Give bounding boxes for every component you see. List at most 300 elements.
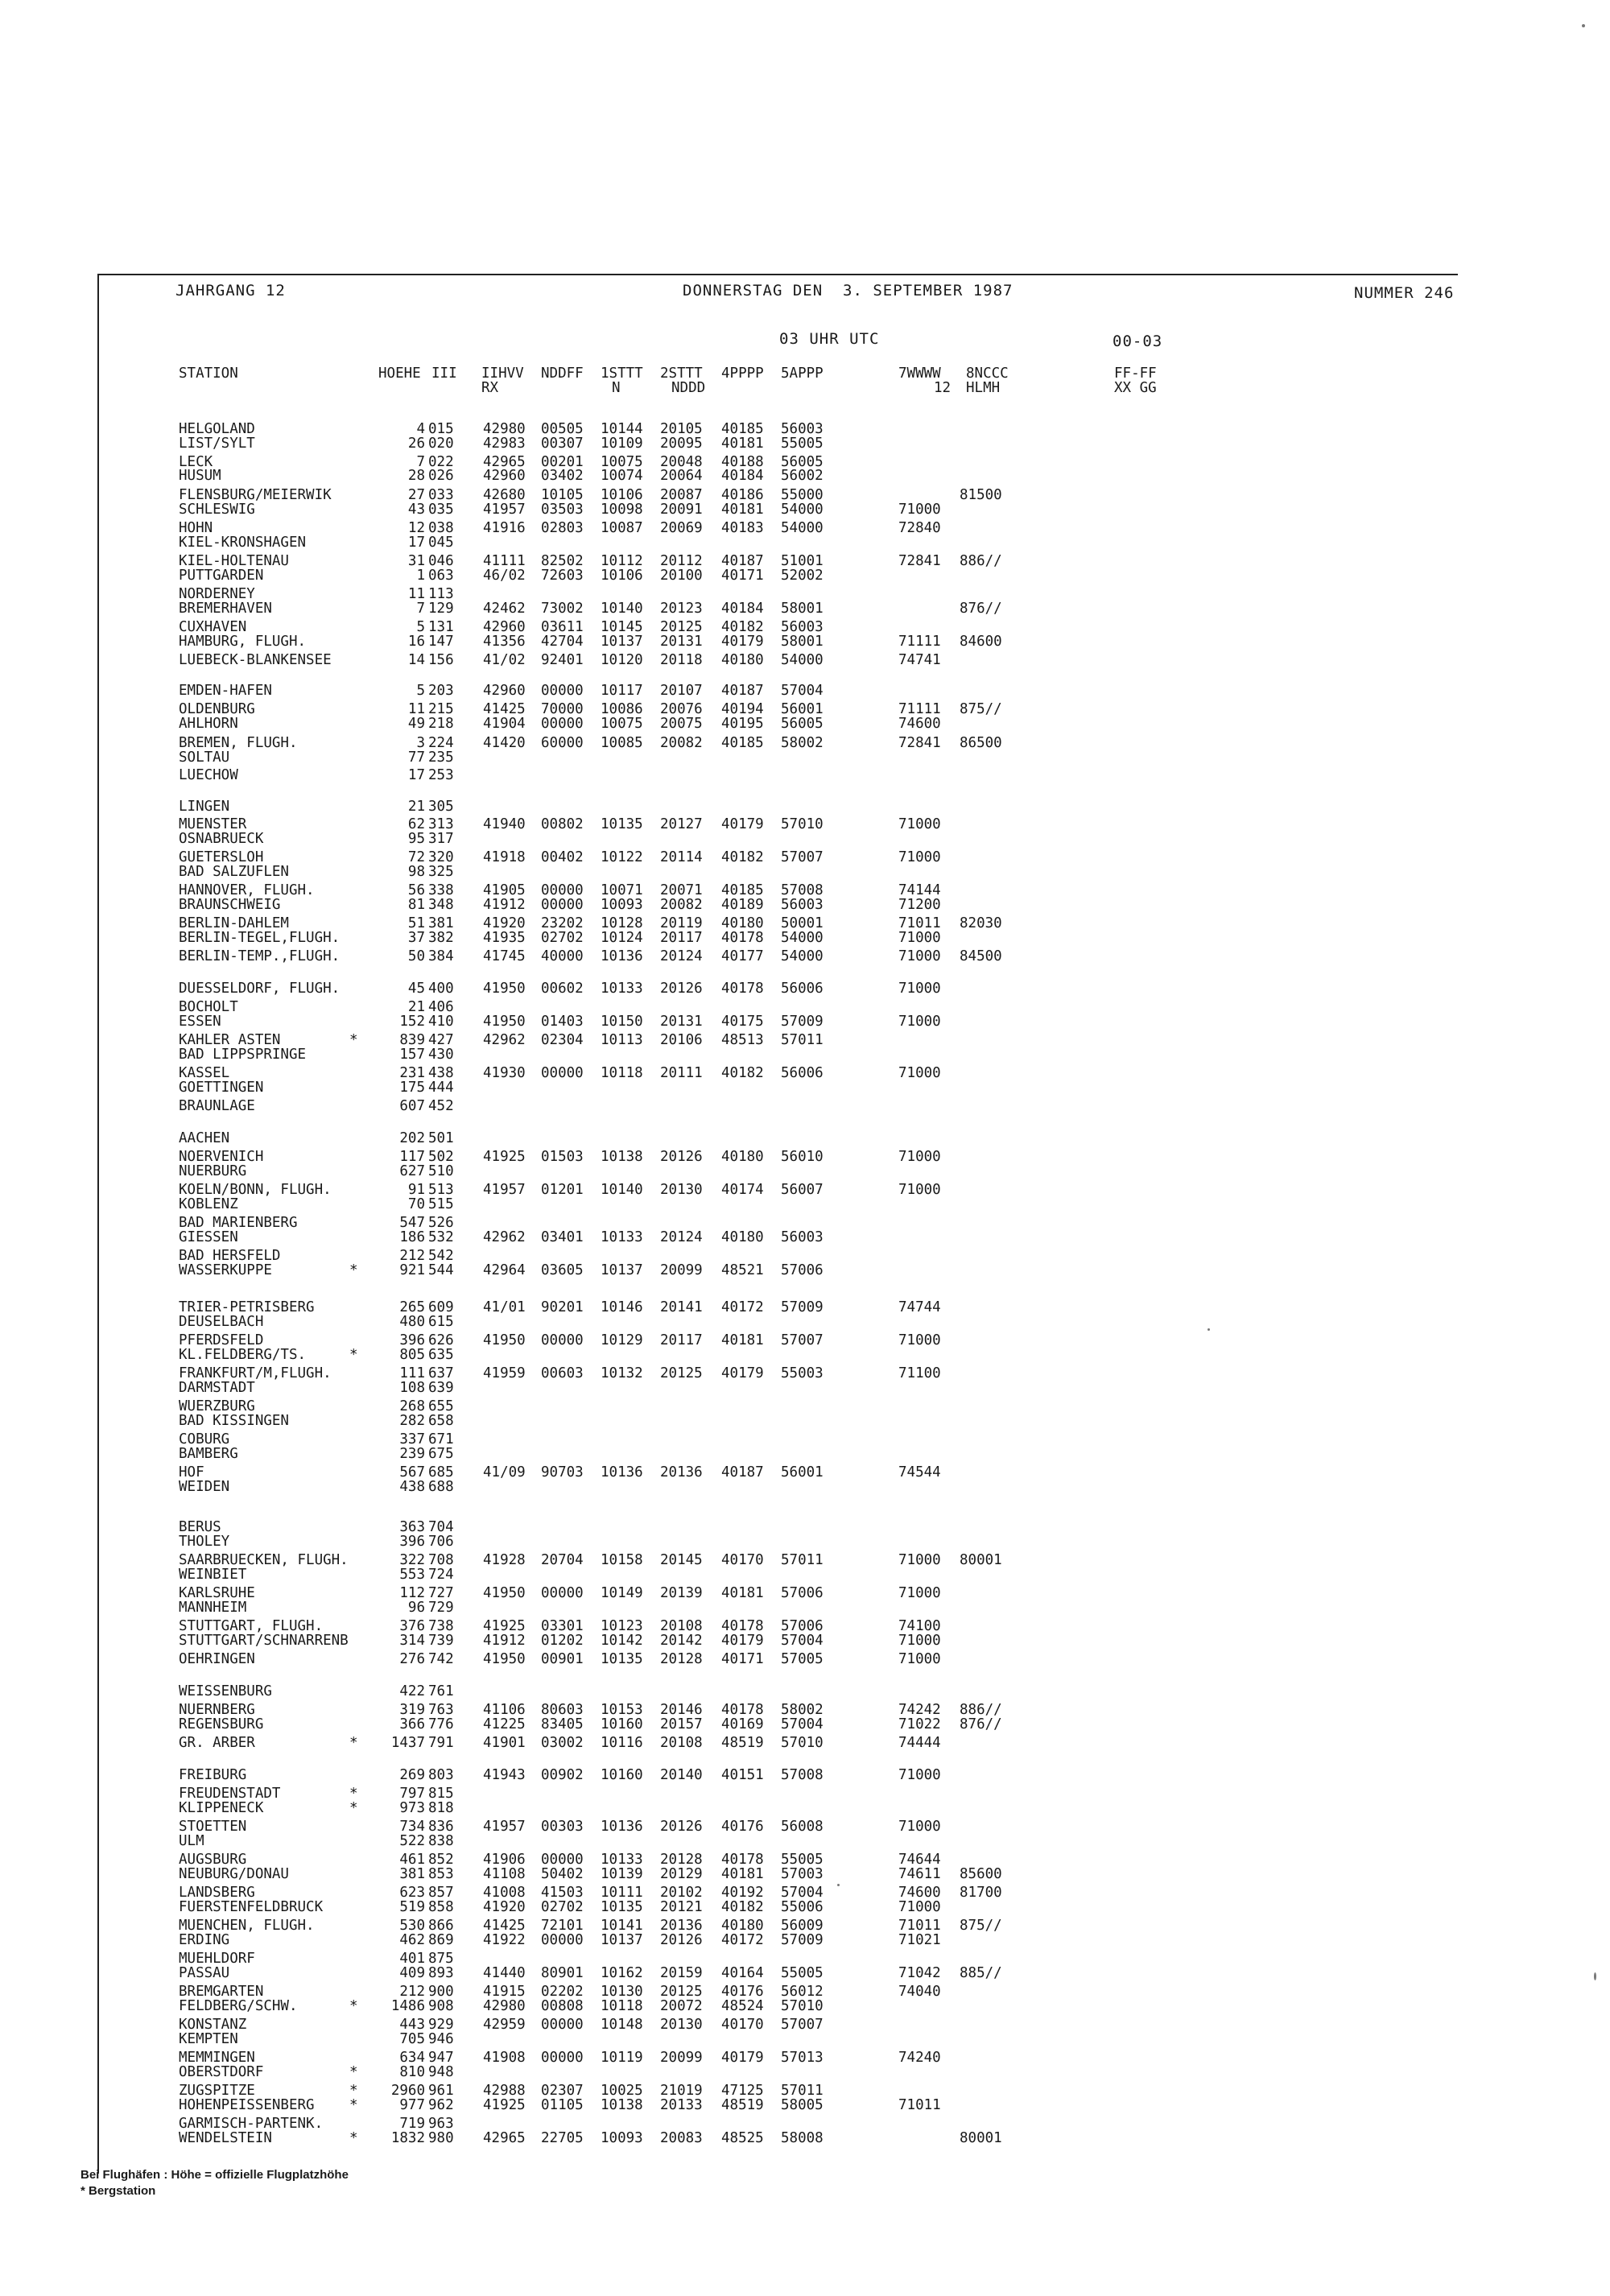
value-2sttt: 20095: [660, 436, 703, 452]
station-height: 337: [399, 1431, 425, 1447]
station-name: KEMPTEN: [179, 2031, 238, 2047]
station-name: LECK: [179, 454, 213, 470]
value-iihvv: 42462: [483, 601, 526, 617]
value-nddff: 00902: [541, 1767, 584, 1783]
value-2sttt: 20126: [660, 981, 703, 997]
value-nddff: 00000: [541, 2050, 584, 2066]
station-name: HUSUM: [179, 468, 221, 484]
value-nddff: 00000: [541, 1065, 584, 1081]
station-id: 639: [428, 1380, 454, 1396]
station-id: 313: [428, 816, 454, 832]
value-2sttt: 20159: [660, 1965, 703, 1981]
station-height: 319: [399, 1702, 425, 1718]
value-5appp: 56009: [781, 1918, 824, 1934]
station-id: 818: [428, 1800, 454, 1816]
station-id: 727: [428, 1585, 454, 1601]
station-name: KARLSRUHE: [179, 1585, 255, 1601]
value-iihvv: 41959: [483, 1365, 526, 1381]
value-nddff: 03605: [541, 1262, 584, 1278]
station-name: ZUGSPITZE: [179, 2083, 255, 2099]
value-2sttt: 20075: [660, 716, 703, 732]
station-id: 510: [428, 1163, 454, 1179]
value-iihvv: 41440: [483, 1965, 526, 1981]
value-7wwww: 74242: [898, 1702, 941, 1718]
value-5appp: 57005: [781, 1651, 824, 1667]
value-iihvv: 41420: [483, 735, 526, 751]
value-1sttt: 10118: [601, 1998, 643, 2014]
value-8nccc: 80001: [960, 1552, 1002, 1568]
value-nddff: 22705: [541, 2130, 584, 2146]
value-7wwww: 71000: [898, 849, 941, 865]
station-name: MUENCHEN, FLUGH.: [179, 1918, 315, 1934]
station-id: 866: [428, 1918, 454, 1934]
value-2sttt: 20136: [660, 1918, 703, 1934]
value-5appp: 57010: [781, 1998, 824, 2014]
value-2sttt: 20064: [660, 468, 703, 484]
value-4pppp: 40182: [721, 619, 764, 635]
value-2sttt: 20133: [660, 2097, 703, 2113]
station-height: 634: [399, 2050, 425, 2066]
station-height: 269: [399, 1767, 425, 1783]
station-id: 147: [428, 634, 454, 650]
value-5appp: 56012: [781, 1984, 824, 2000]
station-id: 317: [428, 831, 454, 847]
station-id: 444: [428, 1080, 454, 1096]
value-7wwww: 74040: [898, 1984, 941, 2000]
station-name: LIST/SYLT: [179, 436, 255, 452]
value-1sttt: 10133: [601, 1852, 643, 1868]
value-5appp: 57011: [781, 2083, 824, 2099]
value-2sttt: 20157: [660, 1716, 703, 1732]
station-height: 231: [399, 1065, 425, 1081]
value-7wwww: 71000: [898, 1633, 941, 1649]
value-nddff: 00802: [541, 816, 584, 832]
station-name: MEMMINGEN: [179, 2050, 255, 2066]
station-height: 805: [399, 1347, 425, 1363]
station-id: 671: [428, 1431, 454, 1447]
value-4pppp: 40164: [721, 1965, 764, 1981]
value-1sttt: 10136: [601, 948, 643, 964]
value-4pppp: 40179: [721, 1365, 764, 1381]
station-height: 5: [416, 619, 425, 635]
value-5appp: 56003: [781, 897, 824, 913]
value-5appp: 58001: [781, 634, 824, 650]
value-2sttt: 20126: [660, 1932, 703, 1948]
station-name: HOF: [179, 1464, 204, 1480]
station-id: 658: [428, 1413, 454, 1429]
station-height: 96: [407, 1600, 425, 1616]
station-name: REGENSBURG: [179, 1716, 264, 1732]
value-4pppp: 40181: [721, 1332, 764, 1348]
value-4pppp: 40178: [721, 930, 764, 946]
column-subheader-2sttt: NDDD: [671, 380, 706, 396]
value-nddff: 02202: [541, 1984, 584, 2000]
value-iihvv: 42680: [483, 487, 526, 503]
volume-label: JAHRGANG 12: [175, 282, 286, 299]
station-height: 810: [399, 2064, 425, 2080]
value-8nccc: 85600: [960, 1866, 1002, 1882]
value-8nccc: 80001: [960, 2130, 1002, 2146]
station-name: SAARBRUECKEN, FLUGH.: [179, 1552, 349, 1568]
station-height: 734: [399, 1819, 425, 1835]
station-name: AUGSBURG: [179, 1852, 247, 1868]
value-2sttt: 20112: [660, 553, 703, 569]
value-7wwww: 74611: [898, 1866, 941, 1882]
value-1sttt: 10142: [601, 1633, 643, 1649]
column-header-iii: III: [431, 365, 457, 382]
station-id: 738: [428, 1618, 454, 1634]
station-name: STOETTEN: [179, 1819, 247, 1835]
value-2sttt: 20146: [660, 1702, 703, 1718]
value-5appp: 57009: [781, 1932, 824, 1948]
station-height: 409: [399, 1965, 425, 1981]
mountain-station-marker: *: [349, 2130, 358, 2146]
station-id: 224: [428, 735, 454, 751]
station-name: BERLIN-TEGEL,FLUGH.: [179, 930, 341, 946]
value-iihvv: 42960: [483, 683, 526, 699]
value-2sttt: 20124: [660, 948, 703, 964]
station-height: 202: [399, 1130, 425, 1146]
value-2sttt: 20069: [660, 520, 703, 536]
column-header-ff: FF-FF: [1114, 365, 1157, 382]
station-id: 502: [428, 1149, 454, 1165]
value-1sttt: 10160: [601, 1767, 643, 1783]
value-2sttt: 20087: [660, 487, 703, 503]
value-5appp: 54000: [781, 520, 824, 536]
scan-speck: [837, 1884, 840, 1886]
value-5appp: 54000: [781, 948, 824, 964]
station-name: WEINBIET: [179, 1567, 247, 1583]
station-name: THOLEY: [179, 1534, 230, 1550]
value-4pppp: 40195: [721, 716, 764, 732]
value-5appp: 57004: [781, 1633, 824, 1649]
value-7wwww: 71000: [898, 1065, 941, 1081]
value-1sttt: 10116: [601, 1735, 643, 1751]
value-4pppp: 40170: [721, 2017, 764, 2033]
value-1sttt: 10119: [601, 2050, 643, 2066]
station-name: AHLHORN: [179, 716, 238, 732]
value-2sttt: 20140: [660, 1767, 703, 1783]
station-id: 156: [428, 652, 454, 668]
station-name: FREUDENSTADT: [179, 1786, 281, 1802]
table-frame-top-line: [97, 274, 1458, 275]
station-height: 70: [407, 1196, 425, 1212]
value-4pppp: 40181: [721, 436, 764, 452]
value-7wwww: 71200: [898, 897, 941, 913]
value-2sttt: 20117: [660, 930, 703, 946]
value-nddff: 20704: [541, 1552, 584, 1568]
value-5appp: 54000: [781, 930, 824, 946]
station-height: 49: [407, 716, 425, 732]
station-id: 857: [428, 1885, 454, 1901]
station-height: 43: [407, 502, 425, 518]
value-2sttt: 20129: [660, 1866, 703, 1882]
value-iihvv: 41901: [483, 1735, 526, 1751]
value-1sttt: 10106: [601, 568, 643, 584]
value-7wwww: 71111: [898, 634, 941, 650]
station-name: DUESSELDORF, FLUGH.: [179, 981, 341, 997]
station-height: 108: [399, 1380, 425, 1396]
value-nddff: 00201: [541, 454, 584, 470]
value-iihvv: 42964: [483, 1262, 526, 1278]
station-name: BAD MARIENBERG: [179, 1215, 298, 1231]
value-iihvv: 41950: [483, 1332, 526, 1348]
value-4pppp: 40171: [721, 1651, 764, 1667]
value-nddff: 00808: [541, 1998, 584, 2014]
value-7wwww: 74741: [898, 652, 941, 668]
value-iihvv: 41905: [483, 882, 526, 898]
station-name: CUXHAVEN: [179, 619, 247, 635]
observation-time: 03 UHR UTC: [779, 330, 880, 348]
station-height: 719: [399, 2116, 425, 2132]
station-id: 129: [428, 601, 454, 617]
value-4pppp: 40186: [721, 487, 764, 503]
value-7wwww: 71000: [898, 1585, 941, 1601]
value-iihvv: 42980: [483, 421, 526, 437]
value-iihvv: 42960: [483, 468, 526, 484]
station-id: 113: [428, 586, 454, 602]
value-iihvv: 41957: [483, 502, 526, 518]
value-2sttt: 20071: [660, 882, 703, 898]
column-header-7wwww: 7WWWW: [898, 365, 941, 382]
value-1sttt: 10112: [601, 553, 643, 569]
station-id: 406: [428, 999, 454, 1015]
station-id: 791: [428, 1735, 454, 1751]
value-1sttt: 10149: [601, 1585, 643, 1601]
value-iihvv: 41925: [483, 1149, 526, 1165]
value-8nccc: 886//: [960, 1702, 1002, 1718]
station-id: 961: [428, 2083, 454, 2099]
value-4pppp: 48513: [721, 1032, 764, 1048]
value-1sttt: 10130: [601, 1984, 643, 2000]
station-id: 962: [428, 2097, 454, 2113]
value-nddff: 42704: [541, 634, 584, 650]
value-5appp: 56005: [781, 454, 824, 470]
value-5appp: 57009: [781, 1299, 824, 1315]
station-name: KL.FELDBERG/TS.: [179, 1347, 307, 1363]
value-7wwww: 71000: [898, 948, 941, 964]
station-id: 626: [428, 1332, 454, 1348]
value-1sttt: 10133: [601, 1229, 643, 1245]
station-name: KAHLER ASTEN: [179, 1032, 281, 1048]
column-subheader-7wwww: 12: [934, 380, 952, 396]
value-iihvv: 41/01: [483, 1299, 526, 1315]
station-id: 410: [428, 1014, 454, 1030]
station-id: 022: [428, 454, 454, 470]
station-height: 977: [399, 2097, 425, 2113]
station-name: HOHN: [179, 520, 213, 536]
value-1sttt: 10145: [601, 619, 643, 635]
value-iihvv: 41/09: [483, 1464, 526, 1480]
value-iihvv: 41925: [483, 2097, 526, 2113]
station-height: 111: [399, 1365, 425, 1381]
station-height: 363: [399, 1519, 425, 1535]
station-name: LANDSBERG: [179, 1885, 255, 1901]
value-7wwww: 71000: [898, 1899, 941, 1915]
value-iihvv: 41930: [483, 1065, 526, 1081]
station-id: 026: [428, 468, 454, 484]
station-id: 724: [428, 1567, 454, 1583]
value-8nccc: 81700: [960, 1885, 1002, 1901]
value-5appp: 56005: [781, 716, 824, 732]
value-5appp: 58005: [781, 2097, 824, 2113]
value-4pppp: 40180: [721, 1229, 764, 1245]
value-2sttt: 20099: [660, 2050, 703, 2066]
value-nddff: 80901: [541, 1965, 584, 1981]
scan-speck: [1594, 1972, 1596, 1980]
station-height: 438: [399, 1479, 425, 1495]
value-1sttt: 10117: [601, 683, 643, 699]
station-name: FLENSBURG/MEIERWIK: [179, 487, 332, 503]
station-id: 501: [428, 1130, 454, 1146]
value-1sttt: 10118: [601, 1065, 643, 1081]
station-id: 815: [428, 1786, 454, 1802]
value-1sttt: 10138: [601, 1149, 643, 1165]
value-iihvv: 41935: [483, 930, 526, 946]
station-name: NUERBURG: [179, 1163, 247, 1179]
value-nddff: 00402: [541, 849, 584, 865]
value-nddff: 83405: [541, 1716, 584, 1732]
station-name: KASSEL: [179, 1065, 230, 1081]
value-7wwww: 74444: [898, 1735, 941, 1751]
value-7wwww: 72841: [898, 553, 941, 569]
station-height: 519: [399, 1899, 425, 1915]
value-nddff: 02307: [541, 2083, 584, 2099]
value-5appp: 55003: [781, 1365, 824, 1381]
value-nddff: 41503: [541, 1885, 584, 1901]
value-4pppp: 40172: [721, 1932, 764, 1948]
value-4pppp: 40172: [721, 1299, 764, 1315]
issue-number: NUMMER 246: [1354, 284, 1455, 302]
value-nddff: 00603: [541, 1365, 584, 1381]
station-name: FELDBERG/SCHW.: [179, 1998, 298, 2014]
value-iihvv: 42962: [483, 1229, 526, 1245]
station-height: 212: [399, 1248, 425, 1264]
value-1sttt: 10136: [601, 1819, 643, 1835]
value-iihvv: 46/02: [483, 568, 526, 584]
value-4pppp: 40176: [721, 1819, 764, 1835]
column-subheader-1sttt: N: [612, 380, 621, 396]
value-2sttt: 20108: [660, 1618, 703, 1634]
value-nddff: 70000: [541, 701, 584, 717]
column-header-8nccc: 8NCCC: [966, 365, 1009, 382]
value-nddff: 92401: [541, 652, 584, 668]
station-id: 532: [428, 1229, 454, 1245]
value-4pppp: 40182: [721, 1065, 764, 1081]
value-4pppp: 40182: [721, 849, 764, 865]
station-height: 50: [407, 948, 425, 964]
station-name: GIESSEN: [179, 1229, 238, 1245]
value-nddff: 03402: [541, 468, 584, 484]
value-1sttt: 10153: [601, 1702, 643, 1718]
value-5appp: 56010: [781, 1149, 824, 1165]
station-height: 5: [416, 683, 425, 699]
station-height: 705: [399, 2031, 425, 2047]
value-4pppp: 48524: [721, 1998, 764, 2014]
station-height: 14: [407, 652, 425, 668]
value-2sttt: 20125: [660, 1365, 703, 1381]
value-iihvv: 41425: [483, 1918, 526, 1934]
value-4pppp: 40182: [721, 1899, 764, 1915]
value-5appp: 56006: [781, 981, 824, 997]
station-height: 381: [399, 1866, 425, 1882]
value-5appp: 57009: [781, 1014, 824, 1030]
value-nddff: 00901: [541, 1651, 584, 1667]
value-nddff: 01201: [541, 1182, 584, 1198]
station-id: 704: [428, 1519, 454, 1535]
value-1sttt: 10075: [601, 454, 643, 470]
value-iihvv: 41356: [483, 634, 526, 650]
station-height: 276: [399, 1651, 425, 1667]
station-height: 623: [399, 1885, 425, 1901]
station-height: 797: [399, 1786, 425, 1802]
value-2sttt: 20142: [660, 1633, 703, 1649]
value-5appp: 55006: [781, 1899, 824, 1915]
value-5appp: 56007: [781, 1182, 824, 1198]
station-id: 688: [428, 1479, 454, 1495]
value-2sttt: 20076: [660, 701, 703, 717]
station-height: 98: [407, 864, 425, 880]
station-name: BREMEN, FLUGH.: [179, 735, 298, 751]
station-name: TRIER-PETRISBERG: [179, 1299, 315, 1315]
footnote-airport-height: Bei Flughäfen : Höhe = offizielle Flugplatzhöhe: [80, 2168, 349, 2182]
value-4pppp: 40178: [721, 1702, 764, 1718]
value-4pppp: 40192: [721, 1885, 764, 1901]
value-nddff: 01503: [541, 1149, 584, 1165]
station-height: 12: [407, 520, 425, 536]
value-5appp: 57011: [781, 1552, 824, 1568]
value-7wwww: 71011: [898, 2097, 941, 2113]
value-4pppp: 40181: [721, 1866, 764, 1882]
mountain-station-marker: *: [349, 1998, 358, 2014]
station-id: 381: [428, 915, 454, 931]
station-height: 3: [416, 735, 425, 751]
station-id: 452: [428, 1098, 454, 1114]
value-4pppp: 40171: [721, 568, 764, 584]
value-7wwww: 71022: [898, 1716, 941, 1732]
station-height: 77: [407, 750, 425, 766]
station-name: BREMGARTEN: [179, 1984, 264, 2000]
value-nddff: 01202: [541, 1633, 584, 1649]
station-name: WEISSENBURG: [179, 1683, 272, 1699]
value-nddff: 03301: [541, 1618, 584, 1634]
value-nddff: 03401: [541, 1229, 584, 1245]
value-5appp: 55005: [781, 1852, 824, 1868]
station-name: BREMERHAVEN: [179, 601, 272, 617]
value-4pppp: 48519: [721, 1735, 764, 1751]
value-2sttt: 20105: [660, 421, 703, 437]
value-4pppp: 40185: [721, 735, 764, 751]
value-2sttt: 20139: [660, 1585, 703, 1601]
value-7wwww: 71000: [898, 1182, 941, 1198]
station-name: GOETTINGEN: [179, 1080, 264, 1096]
value-8nccc: 84500: [960, 948, 1002, 964]
station-name: KIEL-HOLTENAU: [179, 553, 289, 569]
station-id: 763: [428, 1702, 454, 1718]
station-id: 215: [428, 701, 454, 717]
value-1sttt: 10085: [601, 735, 643, 751]
value-1sttt: 10071: [601, 882, 643, 898]
value-4pppp: 40180: [721, 1918, 764, 1934]
value-2sttt: 20082: [660, 735, 703, 751]
value-5appp: 55005: [781, 1965, 824, 1981]
value-4pppp: 40194: [721, 701, 764, 717]
column-header-2sttt: 2STTT: [660, 365, 703, 382]
value-5appp: 57004: [781, 1716, 824, 1732]
value-nddff: 00307: [541, 436, 584, 452]
station-id: 706: [428, 1534, 454, 1550]
value-2sttt: 20136: [660, 1464, 703, 1480]
